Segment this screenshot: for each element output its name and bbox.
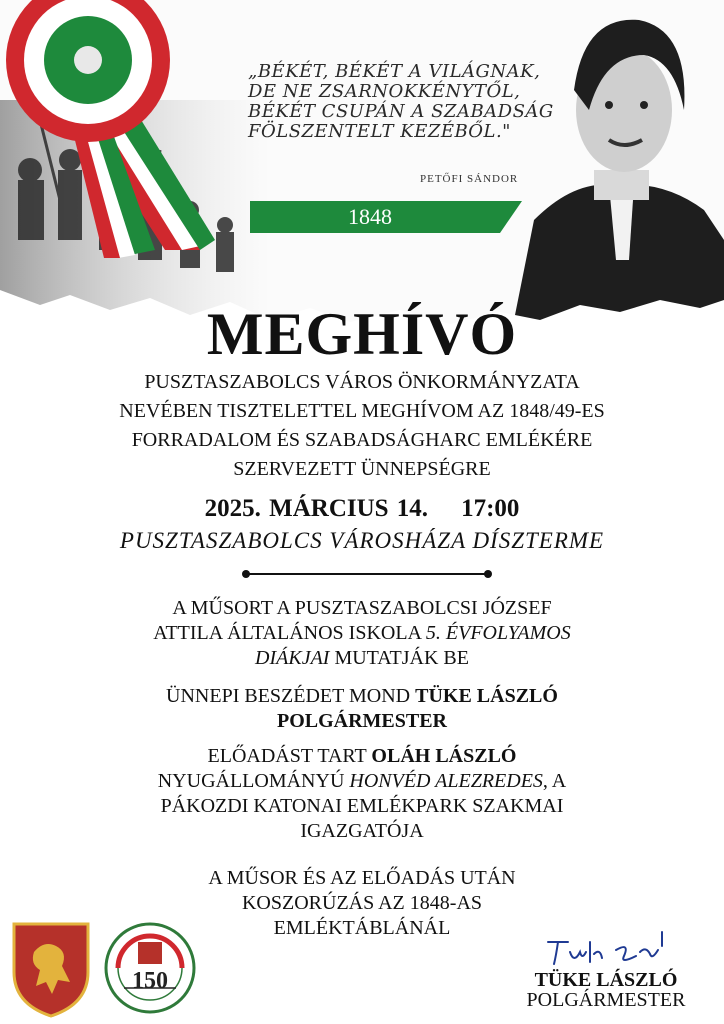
program-school	[60, 596, 664, 671]
divider-dot	[242, 570, 250, 578]
program-text: ATTILA ÁLTALÁNOS ISKOLA	[153, 622, 426, 644]
signature-title: POLGÁRMESTER	[526, 989, 686, 1011]
event-time: 17:00	[461, 495, 520, 522]
speaker-title: POLGÁRMESTER	[276, 710, 448, 732]
speaker-name: TÜKE LÁSZLÓ	[415, 685, 558, 707]
invitation-intro	[60, 368, 664, 484]
program-emphasis: DIÁKJAI	[255, 647, 330, 669]
city-crest-icon	[12, 922, 90, 1018]
divider-dot	[484, 570, 492, 578]
program-line: KOSZORÚZÁS AZ 1848-AS	[241, 892, 483, 914]
program-text: , A	[542, 770, 567, 792]
program-line: A MŰSORT A PUSZTASZABOLCSI JÓZSEF	[172, 597, 552, 619]
program-line	[60, 621, 664, 646]
intro-line: FORRADALOM ÉS SZABADSÁGHARC EMLÉKÉRE	[131, 429, 593, 451]
event-datetime	[0, 495, 724, 523]
program-line	[60, 744, 664, 769]
program-emphasis: 5. ÉVFOLYAMOS	[425, 622, 571, 644]
section-divider	[246, 573, 488, 575]
program-lecture	[60, 744, 664, 844]
program-text: ELŐADÁST TART	[207, 745, 372, 767]
petofi-quote	[248, 62, 568, 142]
quote-line: FÖLSZENTELT KEZÉBŐL."	[248, 121, 511, 142]
quote-line: DE NE ZSARNOKKÉNYTŐL,	[248, 81, 521, 102]
year-label: 1848	[348, 204, 392, 229]
program-emphasis: HONVÉD ALEZREDES	[349, 770, 543, 792]
program-line: PÁKOZDI KATONAI EMLÉKPARK SZAKMAI	[160, 795, 564, 817]
quote-line: „BÉKÉT, BÉKÉT A VILÁGNAK,	[248, 61, 541, 82]
program-line: EMLÉKTÁBLÁNÁL	[273, 917, 451, 939]
program-line: IGAZGATÓJA	[300, 820, 424, 842]
intro-line: NEVÉBEN TISZTELETTEL MEGHÍVOM AZ 1848/49-ES	[119, 400, 605, 422]
lecturer-name: OLÁH LÁSZLÓ	[371, 745, 517, 767]
program-text: NYUGÁLLOMÁNYÚ	[157, 770, 350, 792]
program-text: MUTATJÁK BE	[329, 647, 469, 669]
program-line: A MŰSOR ÉS AZ ELŐADÁS UTÁN	[208, 867, 516, 889]
tricolor-cockade-icon	[0, 0, 240, 260]
intro-line: SZERVEZETT ÜNNEPSÉGRE	[233, 458, 491, 480]
program-line	[60, 769, 664, 794]
header-banner	[0, 0, 724, 330]
program-line	[60, 646, 664, 671]
handwritten-signature	[540, 930, 670, 970]
signature-name: TÜKE LÁSZLÓ	[534, 969, 678, 991]
program-line	[60, 684, 664, 709]
intro-line: PUSZTASZABOLCS VÁROS ÖNKORMÁNYZATA	[144, 371, 580, 393]
program-speech	[60, 684, 664, 734]
event-venue: PUSZTASZABOLCS VÁROSHÁZA DÍSZTERME	[119, 528, 605, 553]
page-title: MEGHÍVÓ	[206, 301, 518, 367]
quote-author: PETŐFI SÁNDOR	[420, 173, 519, 185]
program-text: ÜNNEPI BESZÉDET MOND	[166, 685, 416, 707]
quote-line: BÉKÉT CSUPÁN A SZABADSÁG	[248, 101, 554, 122]
event-date: 2025. MÁRCIUS 14.	[204, 495, 429, 522]
anniversary-number: 150	[132, 968, 168, 994]
